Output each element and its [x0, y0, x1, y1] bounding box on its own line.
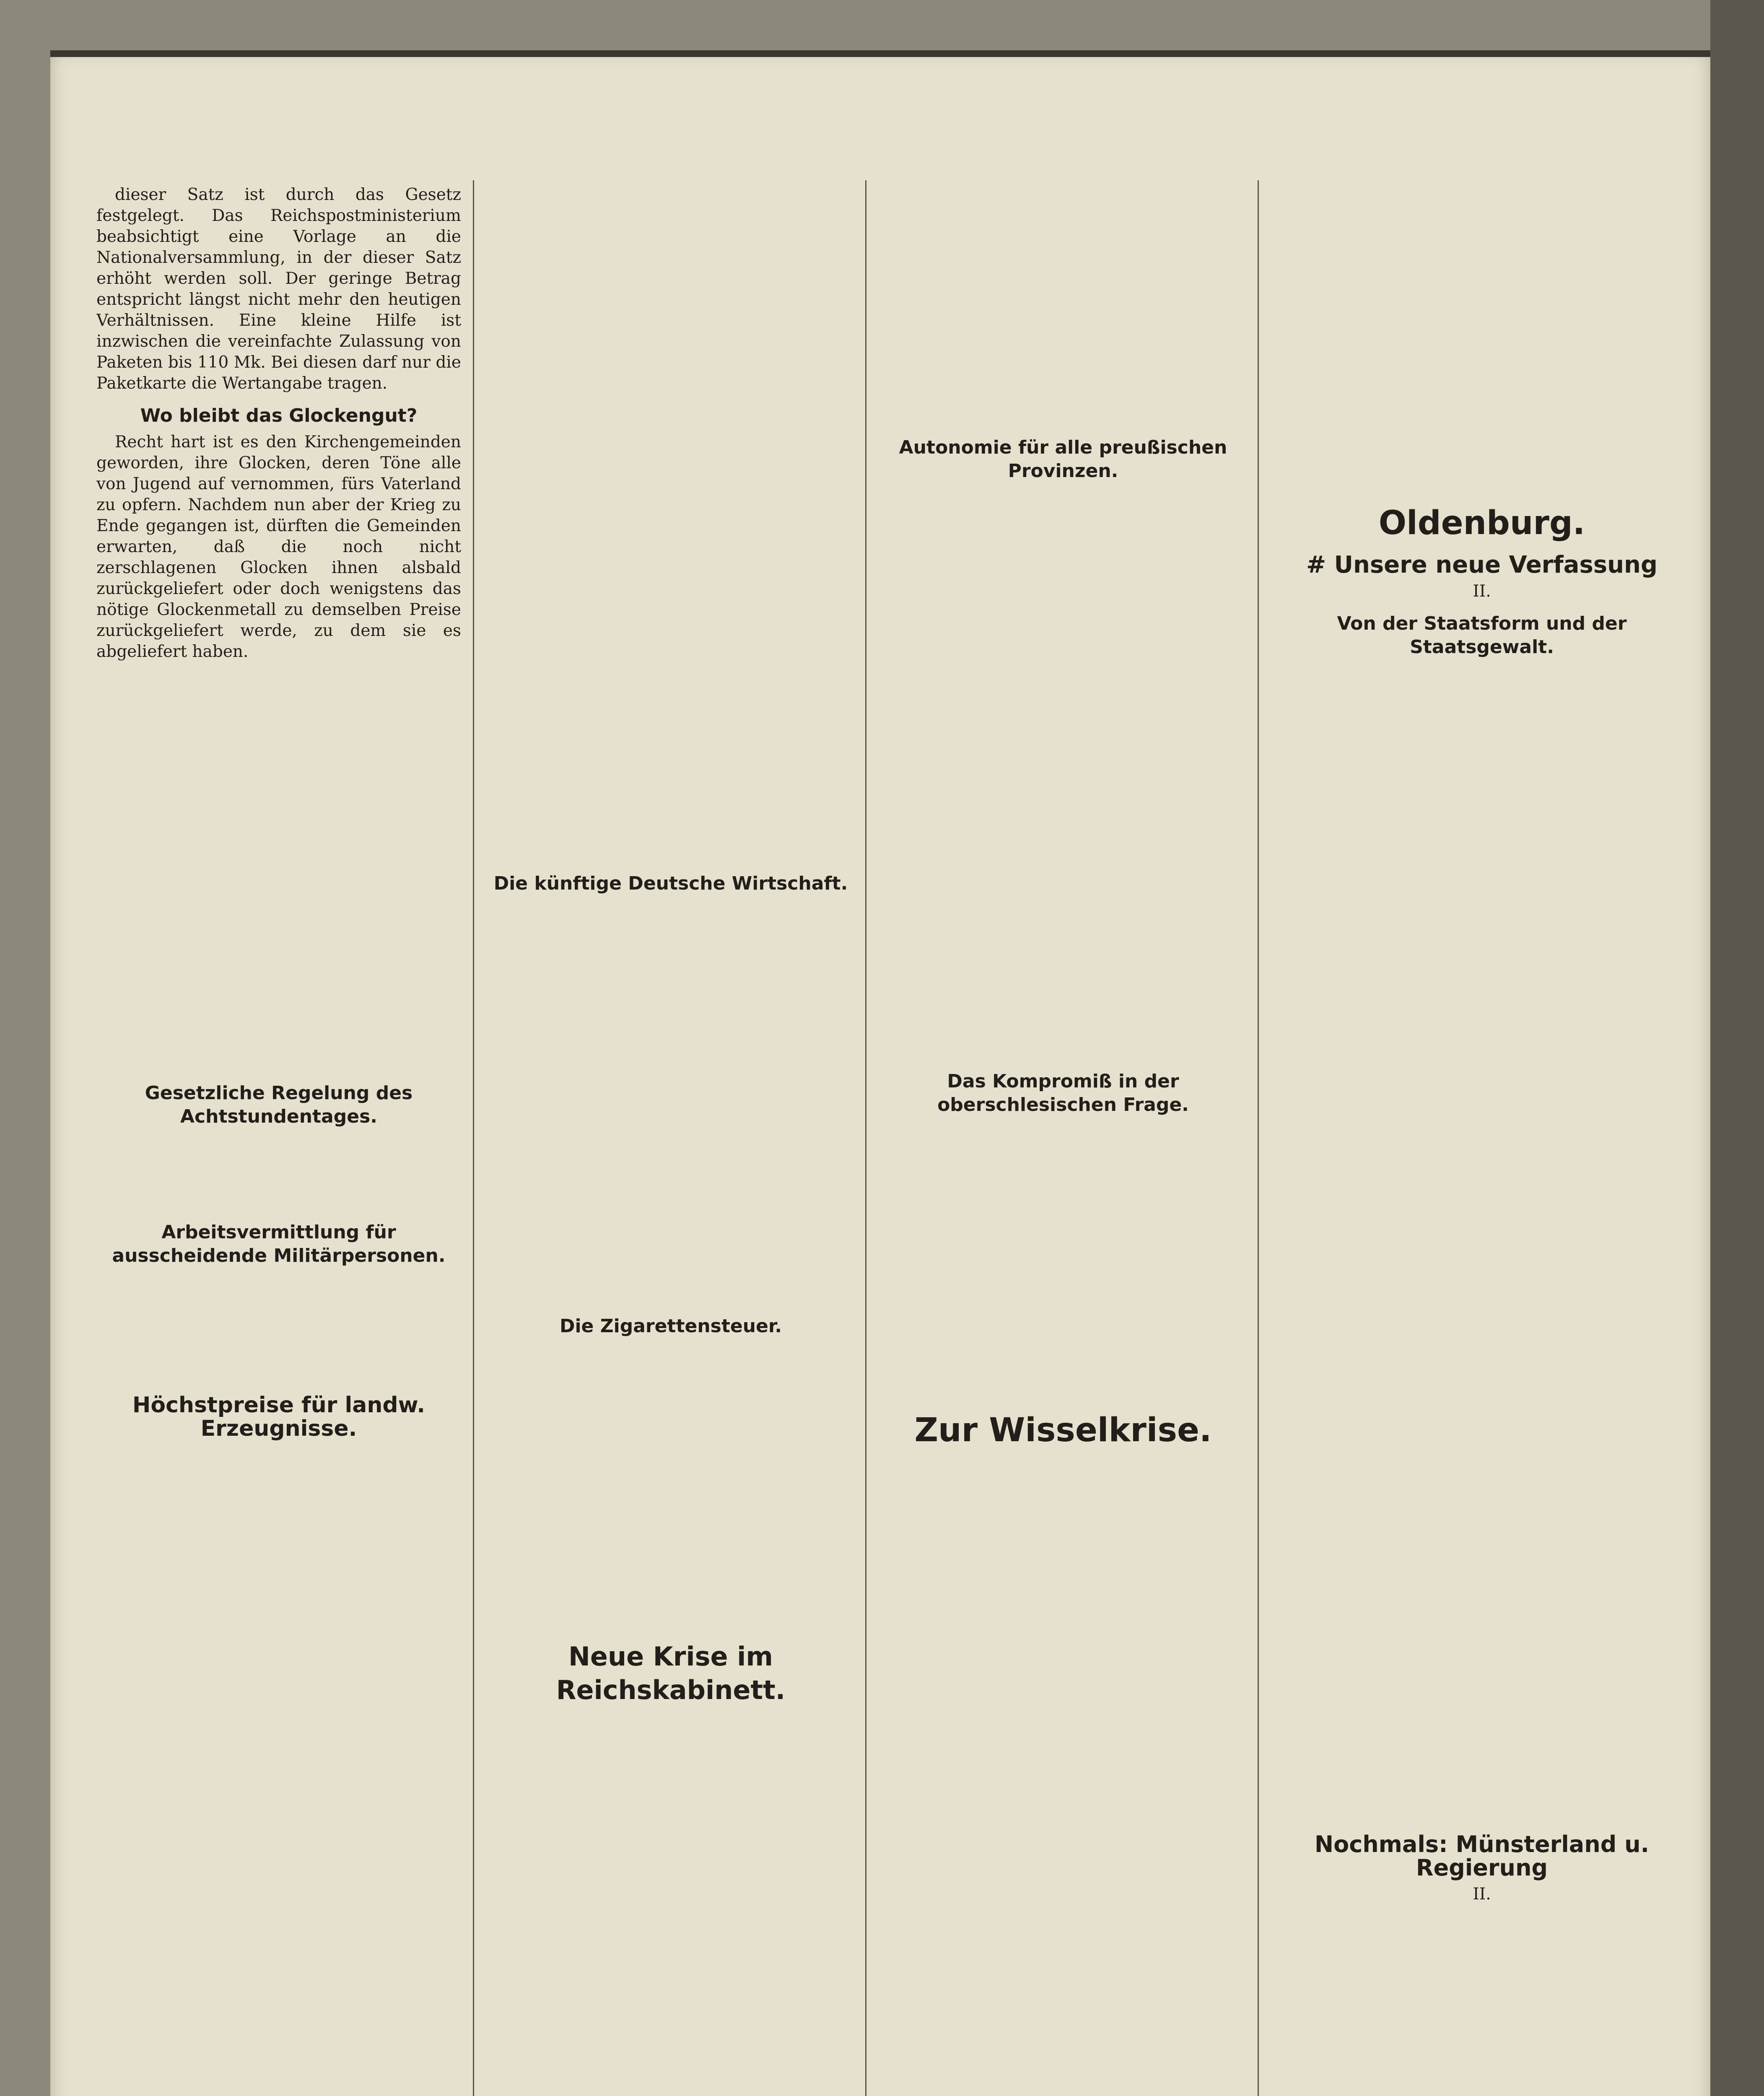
- column-2: [486, 184, 855, 2096]
- headline: Neue Krise im Reichskabinett.: [556, 1641, 786, 1705]
- column-rule-2: [865, 180, 866, 2096]
- headline: # Unsere neue Verfassung: [1306, 551, 1658, 578]
- article-text: dieser Satz ist durch das Gesetz festgelegt. Das Reichspostministerium beabsichtigt eine Vorlage an die Nationalversammlung, in der dieser Satz erhöht werden soll. Der geringe Betrag entspricht längst nicht mehr den heutigen Verhältnissen. Eine kleine Hilfe ist inzwischen die vereinfachte Zulassung von Paketen bis 110 Mk. Bei diesen darf nur die Paketkarte die Wertangabe tragen.: [96, 185, 461, 393]
- article-text: Recht hart ist es den Kirchengemeinden geworden, ihre Glocken, deren Töne alle von Jugend auf vernommen, fürs Vaterland zu opfern. Nachdem nun aber der Krieg zu Ende gegangen ist, dürften die Gemeinden erwarten, daß die noch nicht zerschlagenen Glocken ihnen alsbald zurückgeliefert oder doch wenigstens das nötige Glockenmetall zu demselben Preise zurückgeliefert werde, zu dem sie es abgeliefert haben.: [96, 433, 461, 661]
- headline: Gesetzliche Regelung des Achtstundentages.: [145, 1082, 413, 1127]
- column-rule-1: [473, 180, 474, 2096]
- section-number: II.: [1473, 1885, 1491, 1904]
- headline: Das Kompromiß in der oberschlesischen Frage.: [937, 1071, 1189, 1115]
- headline: Autonomie für alle preußischen Provinzen.: [899, 437, 1227, 482]
- headline: Von der Staatsform und der Staatsgewalt.: [1337, 613, 1627, 658]
- headline: Die Zigarettensteuer.: [559, 1315, 782, 1337]
- column-4: [1270, 184, 1694, 2096]
- headline: Zur Wisselkrise.: [914, 1411, 1212, 1449]
- headline: Nochmals: Münsterland u. Regierung: [1314, 1831, 1650, 1881]
- headline: Die künftige Deutsche Wirtschaft.: [493, 873, 848, 894]
- column-1: [96, 184, 461, 2096]
- headline: Oldenburg.: [1378, 504, 1585, 542]
- column-rule-3: [1258, 180, 1259, 2096]
- top-edge-shadow: [50, 50, 1710, 57]
- headline: Wo bleibt das Glockengut?: [140, 405, 418, 426]
- headline: Höchstpreise für landw. Erzeugnisse.: [132, 1393, 425, 1441]
- headline: Arbeitsvermittlung für ausscheidende Militärpersonen.: [112, 1222, 446, 1266]
- column-3: [879, 184, 1248, 2096]
- right-edge-shadow: [1710, 0, 1764, 2096]
- section-number: II.: [1473, 582, 1491, 601]
